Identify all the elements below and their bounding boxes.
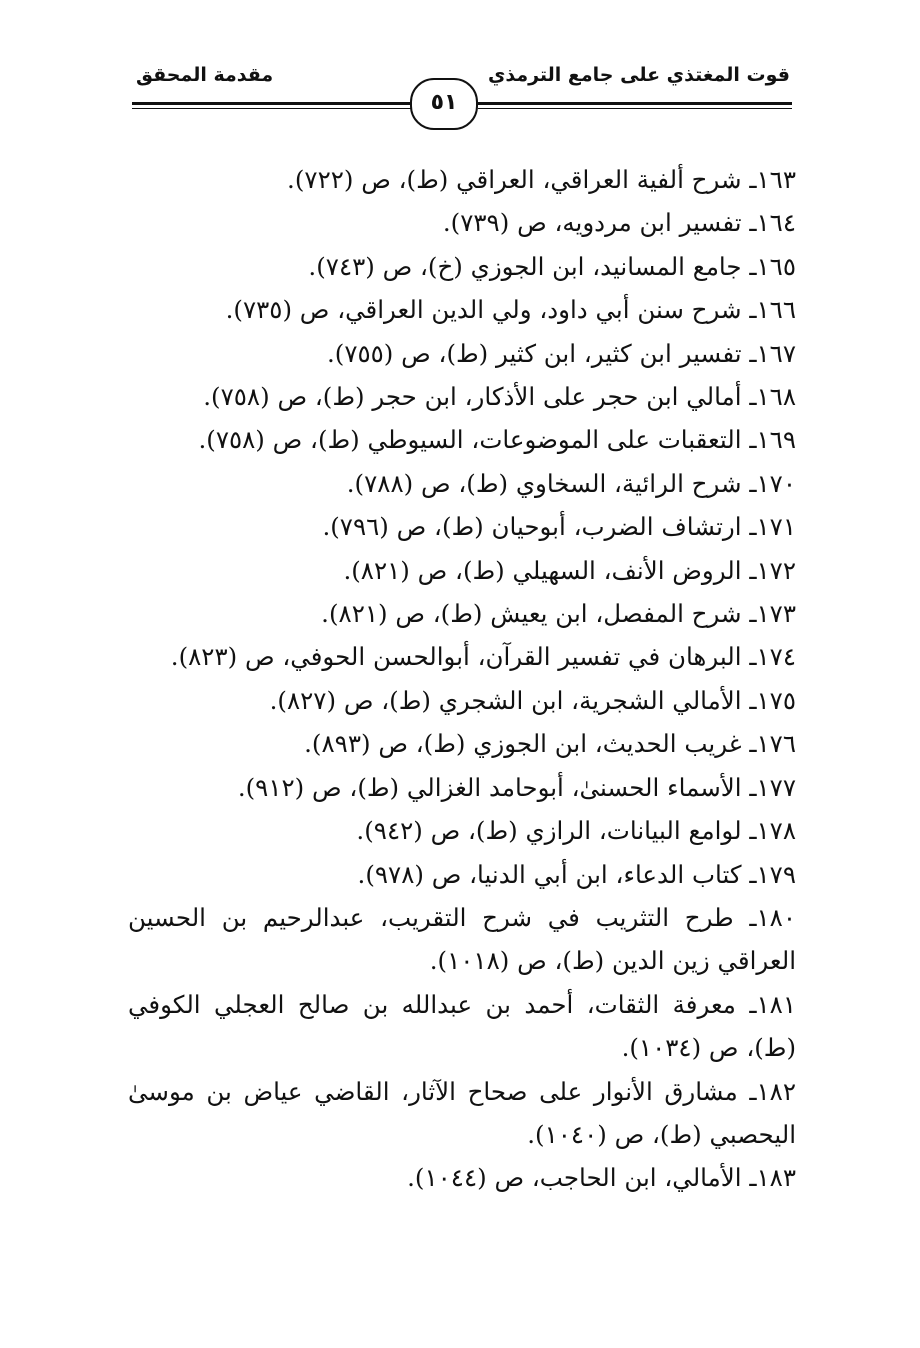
reference-entry: ١٧٩ـ كتاب الدعاء، ابن أبي الدنيا، ص (٩٧٨). (357, 859, 796, 889)
reference-entry: ١٧٢ـ الروض الأنف، السهيلي (ط)، ص (٨٢١). (343, 555, 796, 585)
header-rule-left (132, 102, 442, 109)
reference-entry: ١٧١ـ ارتشاف الضرب، أبوحيان (ط)، ص (٧٩٦). (322, 512, 796, 542)
reference-entry: ١٧٦ـ غريب الحديث، ابن الجوزي (ط)، ص (٨٩٣). (304, 729, 796, 759)
reference-list (128, 158, 796, 1200)
reference-entry: ١٦٩ـ التعقبات على الموضوعات، السيوطي (ط)، ص (٧٥٨). (198, 425, 796, 455)
reference-entry: ١٧٤ـ البرهان في تفسير القرآن، أبوالحسن الحوفي، ص (٨٢٣). (170, 642, 796, 672)
reference-entry: ١٦٦ـ شرح سنن أبي داود، ولي الدين العراقي، ص (٧٣٥). (225, 295, 796, 325)
reference-entry: ١٦٣ـ شرح ألفية العراقي، العراقي (ط)، ص (٧٢٢). (287, 165, 796, 194)
reference-entry: ١٨٢ـ مشارق الأنوار على صحاح الآثار، القاضي عياض بن موسىٰ اليحصبي (ط)، ص (١٠٤٠). (128, 1076, 796, 1149)
reference-entry: ١٧٣ـ شرح المفصل، ابن يعيش (ط)، ص (٨٢١). (321, 599, 796, 629)
reference-entry: ١٨١ـ معرفة الثقات، أحمد بن عبدالله بن صالح العجلي الكوفي (ط)، ص (١٠٣٤). (128, 989, 796, 1063)
header-rule-right (478, 102, 792, 109)
reference-entry: ١٦٥ـ جامع المسانيد، ابن الجوزي (خ)، ص (٧٤٣). (308, 251, 796, 281)
book-title: قوت المغتذي على جامع الترمذي (487, 64, 790, 86)
reference-entry: ١٦٧ـ تفسير ابن كثير، ابن كثير (ط)، ص (٧٥٥). (326, 338, 796, 368)
reference-entry: ١٧٨ـ لوامع البيانات، الرازي (ط)، ص (٩٤٢). (356, 816, 796, 846)
reference-entry: ١٦٤ـ تفسير ابن مردويه، ص (٧٣٩). (442, 208, 796, 238)
page-number: ٥١ (410, 78, 478, 130)
reference-entry: ١٨٠ـ طرح التثريب في شرح التقريب، عبدالرحيم بن الحسين العراقي زين الدين (ط)، ص (١٠١٨). (128, 902, 796, 976)
reference-entry: ١٦٨ـ أمالي ابن حجر على الأذكار، ابن حجر (ط)، ص (٧٥٨). (203, 382, 796, 412)
reference-entry: ١٧٧ـ الأسماء الحسنىٰ، أبوحامد الغزالي (ط)، ص (٩١٢). (237, 772, 796, 802)
reference-entry: ١٨٣ـ الأمالي، ابن الحاجب، ص (١٠٤٤). (407, 1163, 796, 1193)
reference-entry: ١٧٥ـ الأمالي الشجرية، ابن الشجري (ط)، ص (٨٢٧). (269, 685, 796, 715)
section-title: مقدمة المحقق (136, 64, 274, 86)
reference-entry: ١٧٠ـ شرح الرائية، السخاوي (ط)، ص (٧٨٨). (346, 468, 796, 498)
